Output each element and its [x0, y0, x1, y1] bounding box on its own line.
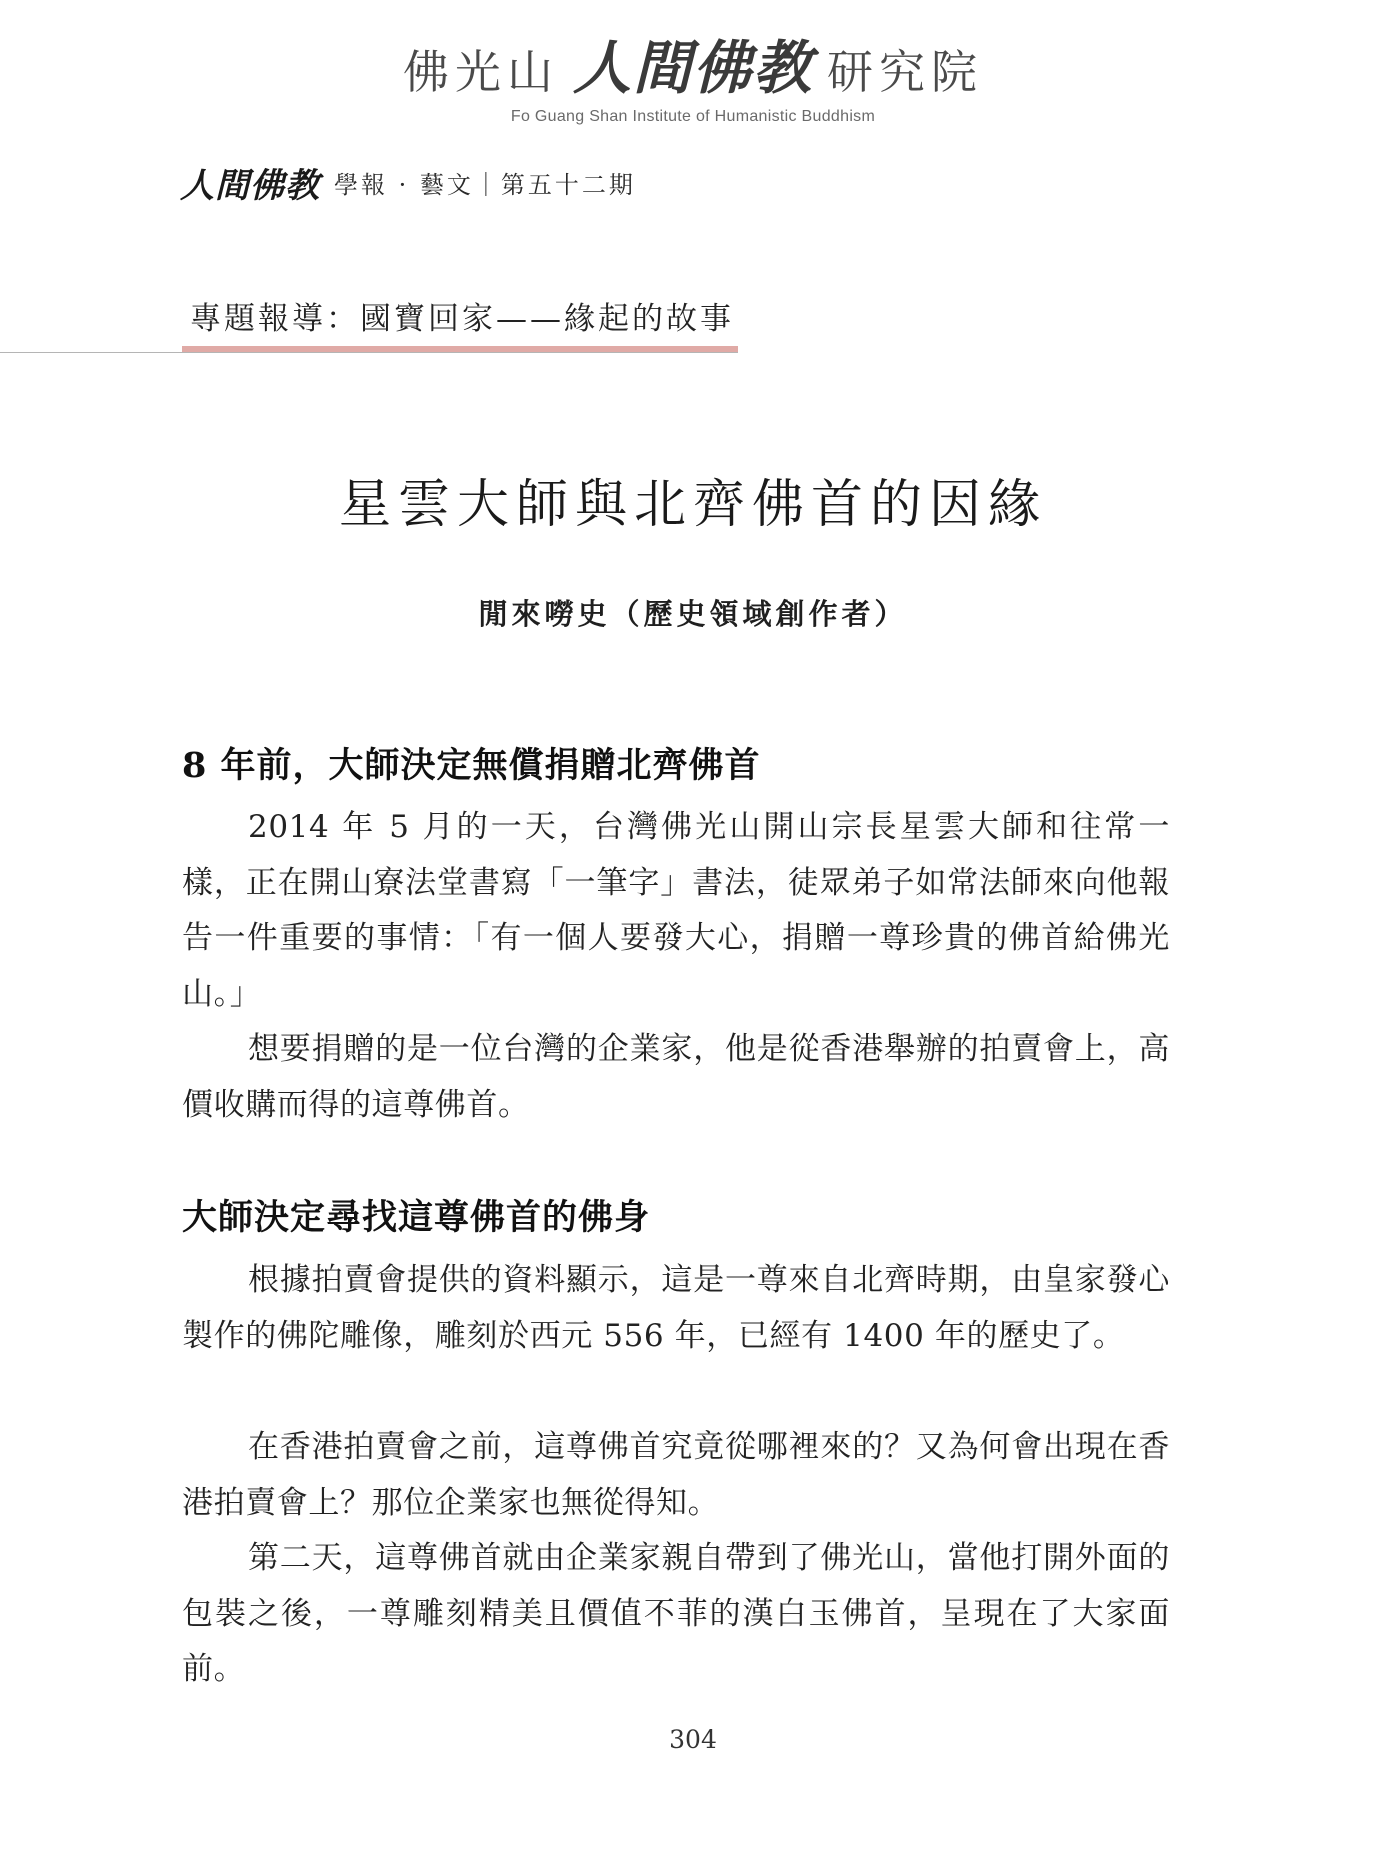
journal-logo: 人間佛教 — [180, 165, 320, 206]
paragraph-5: 第二天，這尊佛首就由企業家親自帶到了佛光山，當他打開外面的包裝之後，一尊雕刻精美且價值不菲的漢白玉佛首，呈現在了大家面前。 — [182, 1540, 1170, 1687]
paragraph-4: 在香港拍賣會之前，這尊佛首究竟從哪裡來的？又為何會出現在香港拍賣會上？那位企業家也無從得知。 — [182, 1429, 1170, 1521]
section-heading-1: 8 年前，大師決定無償捐贈北齊佛首 — [182, 745, 761, 786]
institute-title — [0, 34, 1386, 102]
journal-header — [180, 160, 636, 204]
section-divider — [0, 352, 738, 353]
paragraph-3: 根據拍賣會提供的資料顯示，這是一尊來自北齊時期，由皇家發心製作的佛陀雕像，雕刻於西元 556 年，已經有 1400 年的歷史了。 — [182, 1262, 1170, 1354]
article-author: 閒來嘮史（歷史領域創作者） — [478, 597, 908, 631]
section-heading-2: 大師決定尋找這尊佛首的佛身 — [182, 1197, 651, 1238]
institute-english-name: Fo Guang Shan Institute of Humanistic Buddhism — [510, 108, 876, 125]
section-underline — [182, 346, 738, 352]
paragraph-2: 想要捐贈的是一位台灣的企業家，他是從香港舉辦的拍賣會上，高價收購而得的這尊佛首。 — [182, 1031, 1170, 1123]
journal-info: 學報 · 藝文｜第五十二期 — [334, 170, 636, 199]
page-number: 304 — [669, 1725, 717, 1754]
article-title: 星雲大師與北齊佛首的因緣 — [338, 475, 1047, 535]
institute-prefix: 佛光山 — [402, 45, 559, 99]
paragraph-1: 2014 年 5 月的一天，台灣佛光山開山宗長星雲大師和往常一樣，正在開山寮法堂書寫「一筆字」書法，徒眾弟子如常法師來向他報告一件重要的事情：「有一個人要發大心，捐贈一尊珍貴的佛首給佛光山。」 — [182, 809, 1170, 1012]
section-tag: 專題報導：國寶回家——緣起的故事 — [190, 301, 734, 337]
institute-suffix: 研究院 — [827, 45, 983, 99]
institute-calligraphy-logo: 人間佛教 — [572, 34, 813, 102]
